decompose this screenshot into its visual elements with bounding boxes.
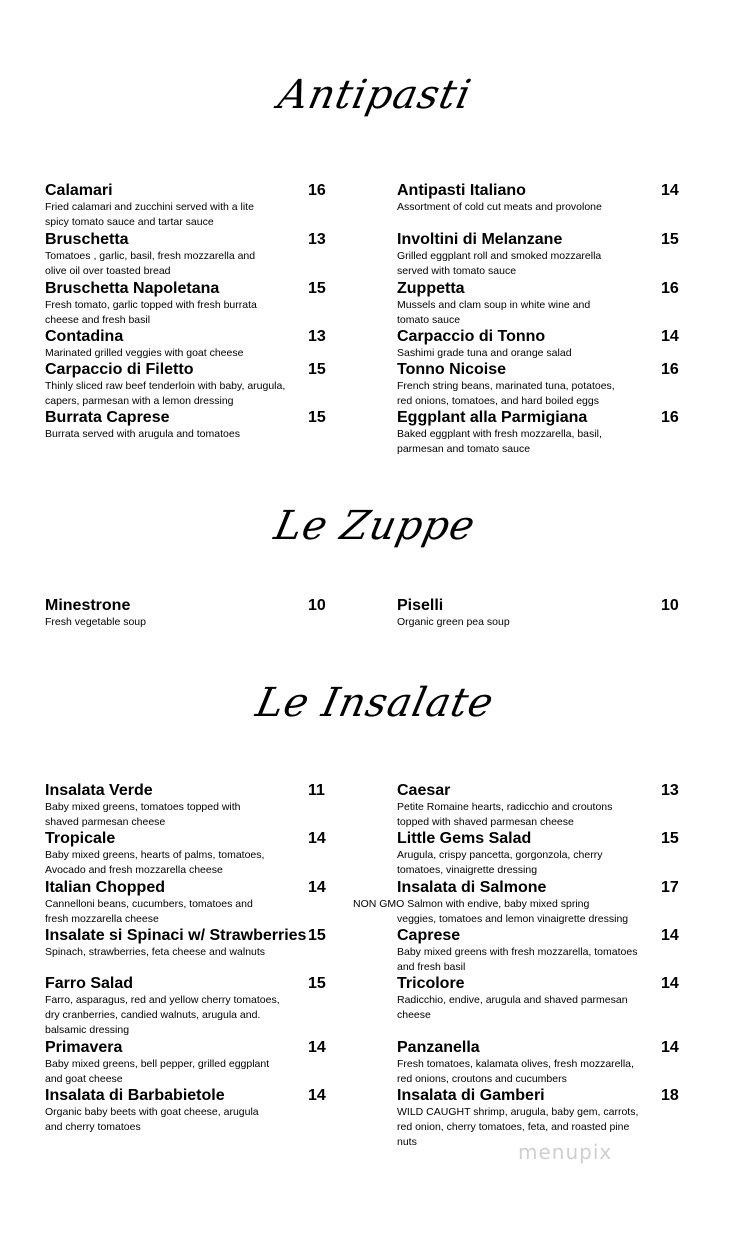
menu-item-name: Insalata Verde <box>45 782 153 799</box>
menu-item-price: 11 <box>308 782 325 799</box>
menu-item-name: Insalata di Barbabietole <box>45 1087 225 1104</box>
menu-item-description: topped with shaved parmesan cheese <box>397 816 574 828</box>
menu-item-name: Involtini di Melanzane <box>397 231 563 248</box>
menu-item-description: veggies, tomatoes and lemon vinaigrette dressing <box>397 913 629 925</box>
watermark: menupix <box>518 1140 613 1164</box>
menu-item-description: cheese <box>397 1009 431 1021</box>
menu-item-price: 10 <box>308 597 326 614</box>
menu-item-price: 16 <box>661 280 679 297</box>
menu-item-price: 13 <box>308 328 326 345</box>
section-title-zuppe: Le Zuppe <box>270 503 480 549</box>
menu-item <box>397 328 697 361</box>
menu-item-description: tomato sauce <box>397 314 461 326</box>
menu-item-name: Primavera <box>45 1039 123 1056</box>
menu-item-description: red onions, croutons and cucumbers <box>397 1073 567 1085</box>
menu-item-price: 15 <box>308 361 326 378</box>
menu-item-description: NON GMO Salmon with endive, baby mixed spring <box>353 898 590 910</box>
menu-item-name: Bruschetta Napoletana <box>45 280 220 297</box>
menu-item <box>397 830 697 878</box>
menu-item-description: WILD CAUGHT shrimp, arugula, baby gem, carrots, <box>397 1106 639 1118</box>
menu-item-price: 14 <box>661 1039 679 1056</box>
menu-item-name: Tonno Nicoise <box>397 361 507 378</box>
menu-item-description: and cherry tomatoes <box>45 1121 141 1133</box>
menu-item-description: Sashimi grade tuna and orange salad <box>397 347 572 359</box>
menu-item <box>45 328 345 361</box>
menu-item <box>45 1087 345 1135</box>
menu-item-description: Petite Romaine hearts, radicchio and croutons <box>397 801 613 813</box>
menu-item <box>45 975 345 1038</box>
menu-item-price: 15 <box>661 830 679 847</box>
menu-item-name: Little Gems Salad <box>397 830 532 847</box>
menu-item <box>397 409 697 457</box>
menu-item <box>45 409 345 442</box>
menu-item-description: Avocado and fresh mozzarella cheese <box>45 864 223 876</box>
menu-item-description: Burrata served with arugula and tomatoes <box>45 428 240 440</box>
menu-item-description: Baby mixed greens, tomatoes topped with <box>45 801 241 813</box>
menu-item <box>397 597 697 630</box>
menu-item-name: Bruschetta <box>45 231 129 248</box>
menu-item-description: Fresh vegetable soup <box>45 616 146 628</box>
menu-item-description: and fresh basil <box>397 961 466 973</box>
menu-item-name: Panzanella <box>397 1039 480 1056</box>
menu-item <box>45 231 345 279</box>
menu-item-price: 16 <box>661 361 679 378</box>
menu-item-name: Minestrone <box>45 597 131 614</box>
menu-item <box>45 782 345 830</box>
menu-item <box>353 879 697 927</box>
menu-item-price: 15 <box>308 975 326 992</box>
menu-item-name: Piselli <box>397 597 444 614</box>
menu-item-description: Organic green pea soup <box>397 616 510 628</box>
menu-item-price: 18 <box>661 1087 679 1104</box>
menu-item-description: dry cranberries, candied walnuts, arugula and. <box>45 1009 261 1021</box>
menu-item-description: French string beans, marinated tuna, potatoes, <box>397 380 615 392</box>
menu-item <box>397 1039 697 1087</box>
menu-item <box>397 782 697 830</box>
menu-item-price: 15 <box>308 409 326 426</box>
menu-item-description: Cannelloni beans, cucumbers, tomatoes and <box>45 898 253 910</box>
menu-item-description: tomatoes, vinaigrette dressing <box>397 864 538 876</box>
menu-item-price: 15 <box>308 280 326 297</box>
menu-item-description: Marinated grilled veggies with goat cheese <box>45 347 244 359</box>
menu-item-name: Contadina <box>45 328 124 345</box>
menu-item-description: Tomatoes , garlic, basil, fresh mozzarella and <box>45 250 256 262</box>
menu-item <box>397 182 697 215</box>
menu-item <box>45 597 345 630</box>
menu-item-price: 16 <box>661 409 679 426</box>
menu-item-name: Insalate si Spinaci w/ Strawberries <box>45 927 307 944</box>
menu-item-description: Farro, asparagus, red and yellow cherry tomatoes, <box>45 994 280 1006</box>
menu-item-description: parmesan and tomato sauce <box>397 443 531 455</box>
menu-item-name: Caprese <box>397 927 461 944</box>
menu-item-name: Insalata di Gamberi <box>397 1087 545 1104</box>
menu-item-description: Thinly sliced raw beef tenderloin with baby, arugula, <box>45 380 286 392</box>
menu-item-description: capers, parmesan with a lemon dressing <box>45 395 234 407</box>
menu-item-name: Italian Chopped <box>45 879 165 896</box>
menu-item-description: olive oil over toasted bread <box>45 265 171 277</box>
menu-item-description: and goat cheese <box>45 1073 123 1085</box>
menu-item-price: 14 <box>661 182 679 199</box>
menu-item-description: red onions, tomatoes, and hard boiled eggs <box>397 395 599 407</box>
menu-item-description: spicy tomato sauce and tartar sauce <box>45 216 214 228</box>
menu-item-description: Spinach, strawberries, feta cheese and walnuts <box>45 946 266 958</box>
menu-item-price: 16 <box>308 182 326 199</box>
menu-item-name: Zuppetta <box>397 280 465 297</box>
menu-item-description: Grilled eggplant roll and smoked mozzarella <box>397 250 602 262</box>
menu-item-name: Tropicale <box>45 830 116 847</box>
menu-item-description: Mussels and clam soup in white wine and <box>397 299 591 311</box>
section-title-insalate: Le Insalate <box>251 680 499 726</box>
menu-item-price: 17 <box>661 879 679 896</box>
menu-item-description: Organic baby beets with goat cheese, arugula <box>45 1106 259 1118</box>
menu-item-price: 14 <box>308 1087 326 1104</box>
menu-item-description: Assortment of cold cut meats and provolone <box>397 201 602 213</box>
menu-item-price: 13 <box>308 231 326 248</box>
menu-item-description: fresh mozzarella cheese <box>45 913 159 925</box>
menu-item-description: served with tomato sauce <box>397 265 517 277</box>
menu-item <box>45 182 345 230</box>
menu-item-name: Calamari <box>45 182 113 199</box>
menu-item-description: Fresh tomato, garlic topped with fresh burrata <box>45 299 257 311</box>
menu-item-description: nuts <box>397 1136 417 1148</box>
menu-item <box>397 927 697 975</box>
menu-item <box>45 1039 345 1087</box>
menu-item-description: red onion, cherry tomatoes, feta, and roasted pine <box>397 1121 630 1133</box>
menu-item-name: Burrata Caprese <box>45 409 170 426</box>
menu-item-price: 14 <box>308 879 326 896</box>
menu-item-price: 15 <box>308 927 326 944</box>
menu-item-description: balsamic dressing <box>45 1024 130 1036</box>
menu-item-name: Caesar <box>397 782 451 799</box>
menu-item-name: Farro Salad <box>45 975 134 992</box>
section-title-antipasti: Antipasti <box>274 72 476 118</box>
menu-item-price: 14 <box>661 927 679 944</box>
menu-item <box>397 361 697 409</box>
menu-item-name: Carpaccio di Tonno <box>397 328 546 345</box>
menu-item-description: Baby mixed greens, hearts of palms, tomatoes, <box>45 849 265 861</box>
menu-item <box>45 879 345 927</box>
menu-item-description: Fresh tomatoes, kalamata olives, fresh mozzarella, <box>397 1058 634 1070</box>
menu-item-description: shaved parmesan cheese <box>45 816 166 828</box>
menu-item <box>397 975 697 1023</box>
menu-item-name: Eggplant alla Parmigiana <box>397 409 588 426</box>
menu-item-description: Baby mixed greens, bell pepper, grilled eggplant <box>45 1058 270 1070</box>
menu-item <box>397 231 697 279</box>
menu-item-description: cheese and fresh basil <box>45 314 151 326</box>
menu-item-description: Baby mixed greens with fresh mozzarella, tomatoes <box>397 946 638 958</box>
menu-item-price: 14 <box>308 1039 326 1056</box>
menu-item-price: 15 <box>661 231 679 248</box>
menu-item <box>45 280 345 328</box>
menu-item-price: 13 <box>661 782 679 799</box>
menu-item-description: Fried calamari and zucchini served with a lite <box>45 201 254 213</box>
menu-item <box>397 280 697 328</box>
menu-item-price: 14 <box>661 328 679 345</box>
menu-item-name: Antipasti Italiano <box>397 182 526 199</box>
menu-item-name: Tricolore <box>397 975 465 992</box>
menu-item-price: 14 <box>661 975 679 992</box>
menu-item <box>45 830 345 878</box>
menu-item <box>45 927 345 960</box>
menu-item-description: Radicchio, endive, arugula and shaved parmesan <box>397 994 628 1006</box>
menu-item-description: Arugula, crispy pancetta, gorgonzola, cherry <box>397 849 603 861</box>
menu-item <box>45 361 345 409</box>
menu-item-price: 10 <box>661 597 679 614</box>
menu-item-name: Carpaccio di Filetto <box>45 361 194 378</box>
menu-item-price: 14 <box>308 830 326 847</box>
menu-item-name: Insalata di Salmone <box>397 879 547 896</box>
menu-item-description: Baked eggplant with fresh mozzarella, basil, <box>397 428 602 440</box>
